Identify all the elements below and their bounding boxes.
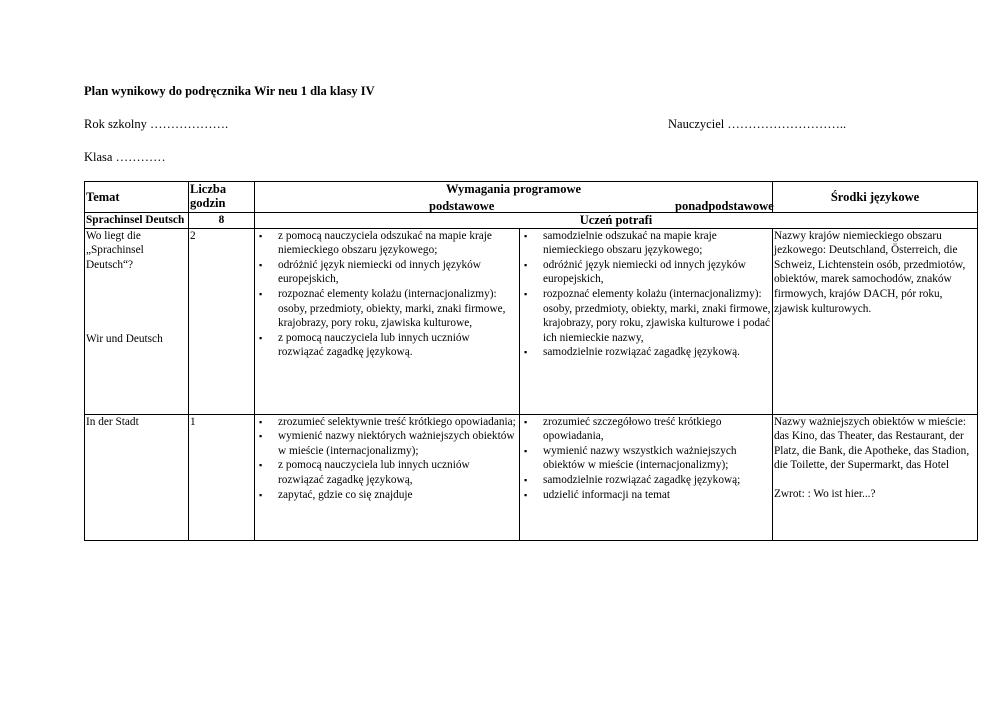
row-podstawowe-list (256, 415, 518, 503)
row-hours: 2 (189, 228, 255, 414)
plan-table (84, 181, 978, 541)
row-topic-cell (85, 228, 189, 414)
header-row (85, 182, 978, 213)
list-item: ▪ rozpoznać elementy kolażu (internacjonalizmy): osoby, przedmioty, obiekty, marki, znaki firmowe, krajobrazy, pory roku, zjawiska kulturowe, (278, 287, 518, 331)
row-ponadpodstawowe-list (521, 415, 771, 503)
row-srodki-phrase: Zwrot: : Wo ist hier...? (774, 487, 876, 500)
row-ponadpodstawowe-list (521, 229, 771, 360)
list-item: ▪ samodzielnie rozwiązać zagadkę językową. (543, 345, 771, 360)
row-srodki-cell (773, 414, 978, 540)
list-item: ▪ samodzielnie rozwiązać zagadkę językową; (543, 473, 771, 488)
document-title: Plan wynikowy do podręcznika Wir neu 1 dla klasy IV (84, 84, 375, 98)
list-item: ▪ zrozumieć selektywnie treść krótkiego opowiadania; (278, 415, 518, 430)
row-podstawowe-cell (255, 414, 520, 540)
header-temat: Temat (85, 182, 189, 213)
list-item: ▪ odróżnić język niemiecki od innych języków europejskich, (278, 258, 518, 287)
list-item: ▪ udzielić informacji na temat (543, 488, 771, 503)
list-item: ▪ z pomocą nauczyciela lub innych uczniów rozwiązać zagadkę językową. (278, 331, 518, 360)
row-topic-cell (85, 414, 189, 540)
list-item: ▪ wymienić nazwy niektórych ważniejszych obiektów w mieście (internacjonalizmy); (278, 429, 518, 458)
header-liczba-godzin: Liczba godzin (189, 182, 255, 213)
list-item: ▪ zrozumieć szczegółowo treść krótkiego opowiadania, (543, 415, 771, 444)
header-srodki: Środki językowe (773, 182, 978, 213)
list-item: ▪ z pomocą nauczyciela odszukać na mapie kraje niemieckiego obszaru językowego; (278, 229, 518, 258)
row-srodki: Nazwy krajów niemieckiego obszaru jezkowego: Deutschland, Österreich, die Schweiz, Lichtenstein osób, przedmiotów, obiektów, marek samochodów, znaków firmowych, krajów DACH, pór roku, zjawisk kulturowych. (774, 229, 966, 315)
header-ponadpodstawowe: ponadpodstawowe (675, 199, 774, 213)
header-wymagania (255, 182, 773, 213)
row-podstawowe-list (256, 229, 518, 360)
teacher-field: Nauczyciel ……………………….. (668, 117, 847, 131)
section-name: Sprachinsel Deutsch (85, 213, 189, 229)
table-row (85, 228, 978, 414)
row-ponadpodstawowe-cell (520, 414, 773, 540)
row-podstawowe-cell (255, 228, 520, 414)
section-row (85, 213, 978, 229)
class-field: Klasa ………… (84, 150, 166, 164)
list-item: ▪ rozpoznać elementy kolażu (internacjonalizmy): osoby, przedmioty, obiekty, marki, znaki firmowe, krajobrazy, pory roku, zjawiska kulturowe i podać ich niemieckie nazwy, (543, 287, 771, 345)
row-topic: Wo liegt die „Sprachinsel Deutsch“? (86, 229, 144, 271)
row-topic-secondary: Wir und Deutsch (86, 333, 163, 346)
list-item: ▪ wymienić nazwy wszystkich ważniejszych obiektów w mieście (internacjonalizmy); (543, 444, 771, 473)
row-topic: In der Stadt (86, 415, 139, 428)
list-item: ▪ odróżnić język niemiecki od innych języków europejskich, (543, 258, 771, 287)
row-ponadpodstawowe-cell (520, 228, 773, 414)
section-label: Uczeń potrafi (255, 213, 978, 229)
list-item: ▪ zapytać, gdzie co się znajduje (278, 488, 518, 503)
row-srodki-cell (773, 228, 978, 414)
table-row (85, 414, 978, 540)
row-srodki: Nazwy ważniejszych obiektów w mieście: das Kino, das Theater, das Restaurant, der Platz, die Bank, die Apotheke, das Stadion, die Toilette, der Supermarkt, das Hotel (774, 415, 970, 472)
header-podstawowe: podstawowe (429, 199, 495, 213)
spacer (774, 473, 976, 487)
row-hours: 1 (189, 414, 255, 540)
list-item: ▪ samodzielnie odszukać na mapie kraje niemieckiego obszaru językowego; (543, 229, 771, 258)
header-wymagania-title: Wymagania programowe (445, 182, 582, 196)
list-item: ▪ z pomocą nauczyciela lub innych uczniów rozwiązać zagadkę językową, (278, 458, 518, 487)
school-year-field: Rok szkolny ………………. (84, 117, 229, 131)
section-hours: 8 (189, 213, 255, 229)
